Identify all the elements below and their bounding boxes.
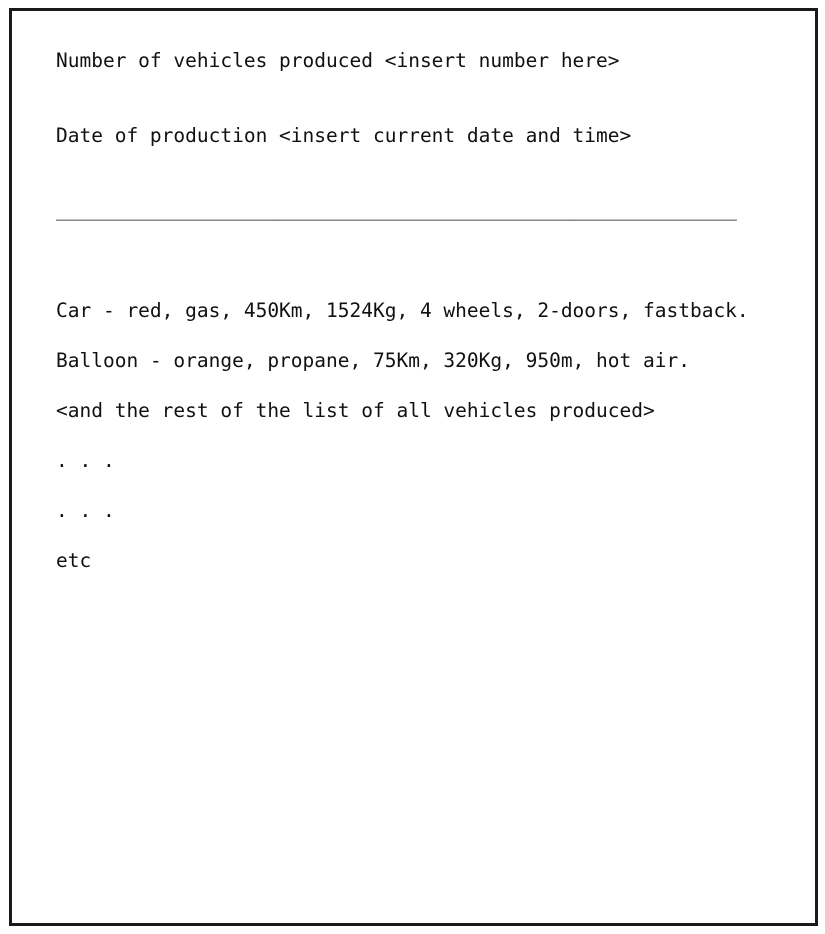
separator-line: __________________________________________________________ <box>56 198 737 221</box>
vehicle-list-placeholder: <and the rest of the list of all vehicles produced> <box>56 399 655 422</box>
document-frame <box>9 8 818 926</box>
production-date-line: Date of production <insert current date and time> <box>56 124 632 147</box>
ellipsis-line-1: . . . <box>56 449 115 472</box>
vehicle-count-line: Number of vehicles produced <insert number here> <box>56 49 620 72</box>
ellipsis-line-2: . . . <box>56 499 115 522</box>
vehicle-entry-car: Car - red, gas, 450Km, 1524Kg, 4 wheels, 2-doors, fastback. <box>56 299 749 322</box>
vehicle-entry-balloon: Balloon - orange, propane, 75Km, 320Kg, 950m, hot air. <box>56 349 690 372</box>
etc-line: etc <box>56 549 92 572</box>
